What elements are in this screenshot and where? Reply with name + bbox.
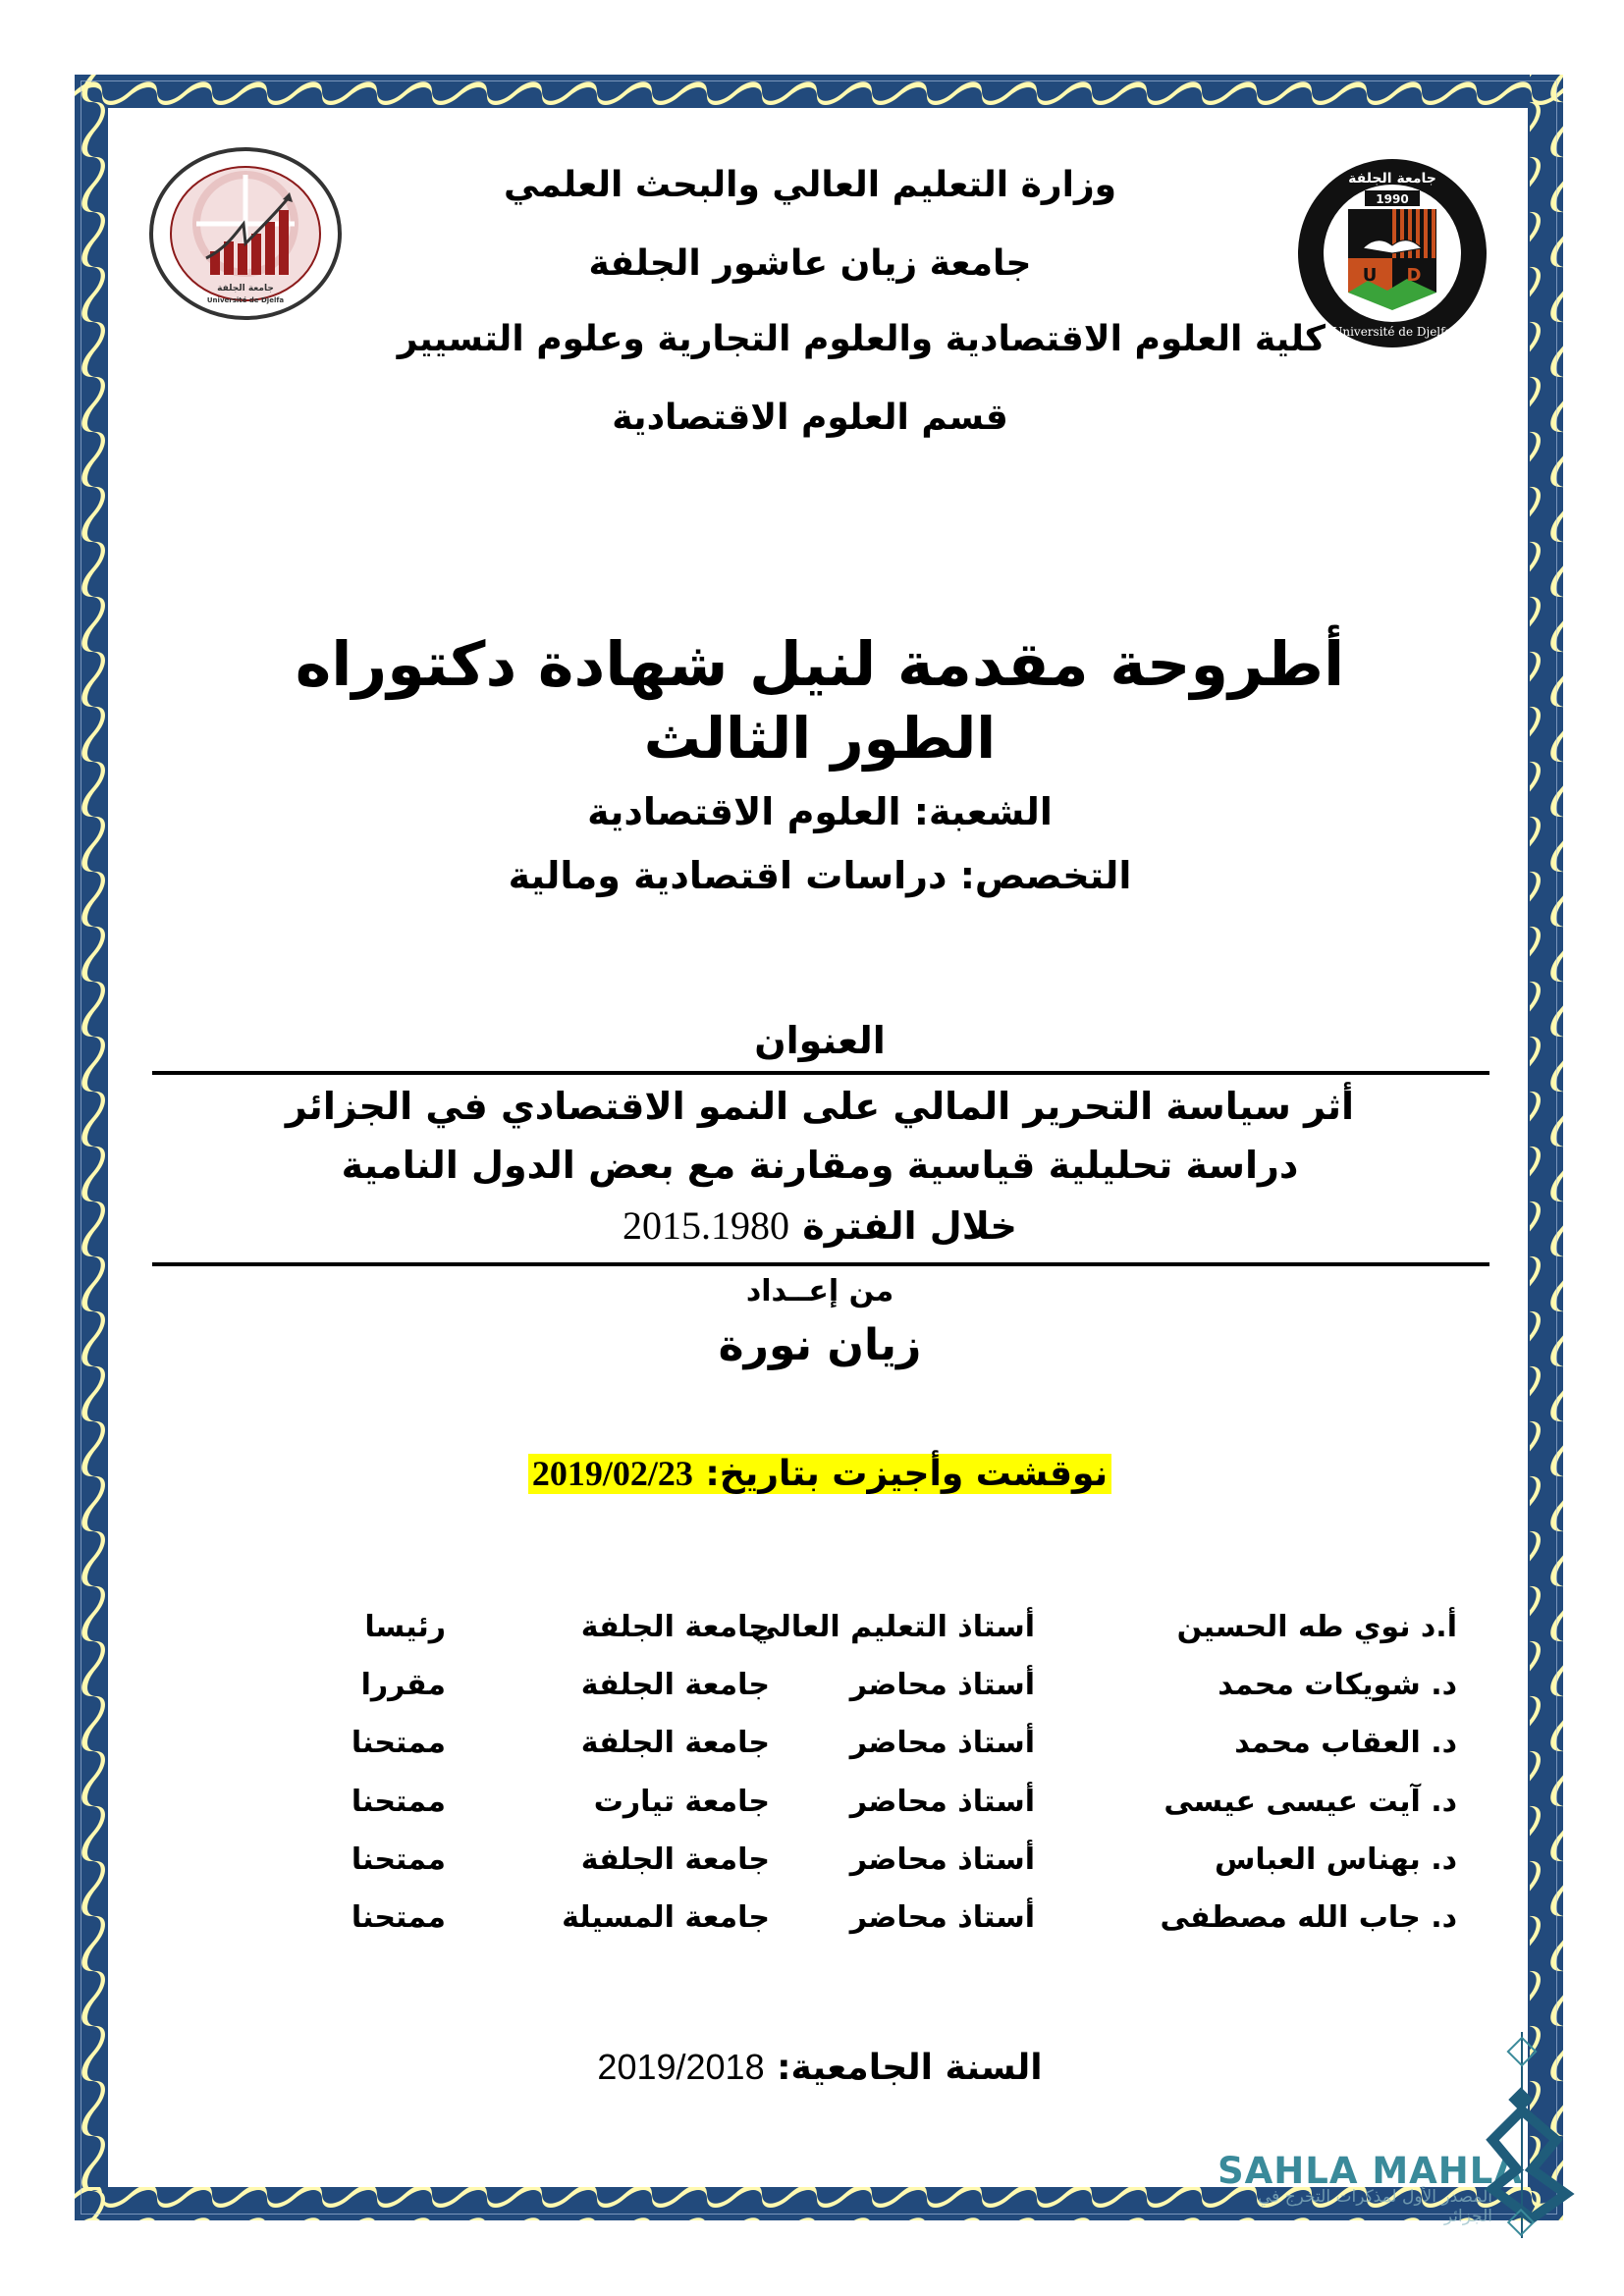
svg-text:D: D (1406, 265, 1422, 286)
jury-university: جامعة تيارت (593, 1785, 770, 1819)
jury-role: ممتحنا (351, 1900, 446, 1935)
title-bottom-rule (152, 1262, 1489, 1266)
defense-date-line (147, 1453, 1492, 1494)
defense-date: 2019/02/23 (531, 1454, 693, 1493)
jury-university: جامعة الجلفة (580, 1726, 770, 1760)
watermark-tagline: المصدر الأول لمذكرات التخرج في الجزائر (1258, 2187, 1492, 2226)
faculty-logo (147, 145, 344, 322)
thesis-cycle: الطور الثالث (643, 705, 997, 772)
academic-year: 2019/2018 (597, 2047, 765, 2087)
jury-name: د. آيت عيسى عيسى (1164, 1785, 1457, 1819)
jury-role: رئيسا (364, 1610, 446, 1644)
jury-university: جامعة الجلفة (580, 1610, 770, 1644)
academic-year-line (147, 2047, 1492, 2088)
jury-university: جامعة الجلفة (580, 1842, 770, 1877)
svg-text:جامعة الجلفة: جامعة الجلفة (1348, 171, 1436, 187)
prepared-by-label: من إعــداد (745, 1274, 894, 1308)
jury-university: جامعة المسيلة (562, 1900, 770, 1935)
jury-name: د. العقاب محمد (1234, 1726, 1457, 1760)
jury-name: د. بهناس العباس (1214, 1842, 1457, 1877)
university-name: جامعة زيان عاشور الجلفة (588, 243, 1032, 284)
jury-row (0, 1900, 1624, 1940)
thesis-title-line2: دراسة تحليلية قياسية ومقارنة مع بعض الدول النامية (341, 1144, 1299, 1187)
jury-role: ممتحنا (351, 1842, 446, 1877)
watermark-calligraphy-icon (1473, 2022, 1581, 2248)
jury-rank: أستاذ محاضر (849, 1726, 1035, 1760)
jury-rank: أستاذ محاضر (849, 1668, 1035, 1702)
thesis-type: أطروحة مقدمة لنيل شهادة دكتوراه (295, 628, 1345, 700)
jury-role: ممتحنا (351, 1726, 446, 1760)
ministry-name: وزارة التعليم العالي والبحث العلمي (503, 165, 1117, 205)
title-label: العنوان (754, 1019, 886, 1062)
academic-year-label: السنة الجامعية: (777, 2048, 1043, 2088)
defense-label: نوقشت وأجيزت بتاريخ: (705, 1454, 1109, 1494)
thesis-title-line1: أثر سياسة التحرير المالي على النمو الاقتصادي في الجزائر (285, 1085, 1355, 1128)
svg-text:Université de Djelfa: Université de Djelfa (1332, 325, 1452, 339)
jury-row (0, 1610, 1624, 1649)
jury-role: مقررا (360, 1668, 446, 1702)
jury-university: جامعة الجلفة (580, 1668, 770, 1702)
thesis-specialty: التخصص: دراسات اقتصادية ومالية (508, 854, 1132, 897)
period-years: 2015.1980 (623, 1203, 790, 1248)
jury-rank: أستاذ التعليم العالي (750, 1610, 1035, 1644)
period-label: خلال الفترة (802, 1204, 1017, 1248)
jury-name: أ.د نوي طه الحسين (1176, 1610, 1457, 1644)
title-top-rule (152, 1071, 1489, 1075)
jury-row (0, 1726, 1624, 1765)
defense-highlight (528, 1454, 1111, 1494)
jury-name: د. جاب الله مصطفى (1160, 1900, 1457, 1935)
svg-text:Université de Djelfa: Université de Djelfa (206, 296, 285, 304)
jury-role: ممتحنا (351, 1785, 446, 1819)
svg-text:U: U (1362, 265, 1378, 286)
svg-text:1990: 1990 (1376, 192, 1409, 206)
thesis-branch: الشعبة: العلوم الاقتصادية (587, 790, 1053, 833)
jury-rank: أستاذ محاضر (849, 1785, 1035, 1819)
jury-row (0, 1668, 1624, 1707)
faculty-name: كلية العلوم الاقتصادية والعلوم التجارية وعلوم التسيير (397, 319, 1326, 359)
jury-rank: أستاذ محاضر (849, 1900, 1035, 1935)
jury-name: د. شويكات محمد (1218, 1668, 1457, 1702)
jury-rank: أستاذ محاضر (849, 1842, 1035, 1877)
thesis-period (147, 1202, 1492, 1249)
author-name: زيان نورة (718, 1320, 922, 1370)
watermark-brand: SAHLA MAHLA (1218, 2150, 1523, 2192)
svg-text:جامعة الجلفة: جامعة الجلفة (217, 284, 274, 294)
department-name: قسم العلوم الاقتصادية (612, 398, 1008, 438)
jury-row (0, 1842, 1624, 1882)
jury-row (0, 1785, 1624, 1824)
